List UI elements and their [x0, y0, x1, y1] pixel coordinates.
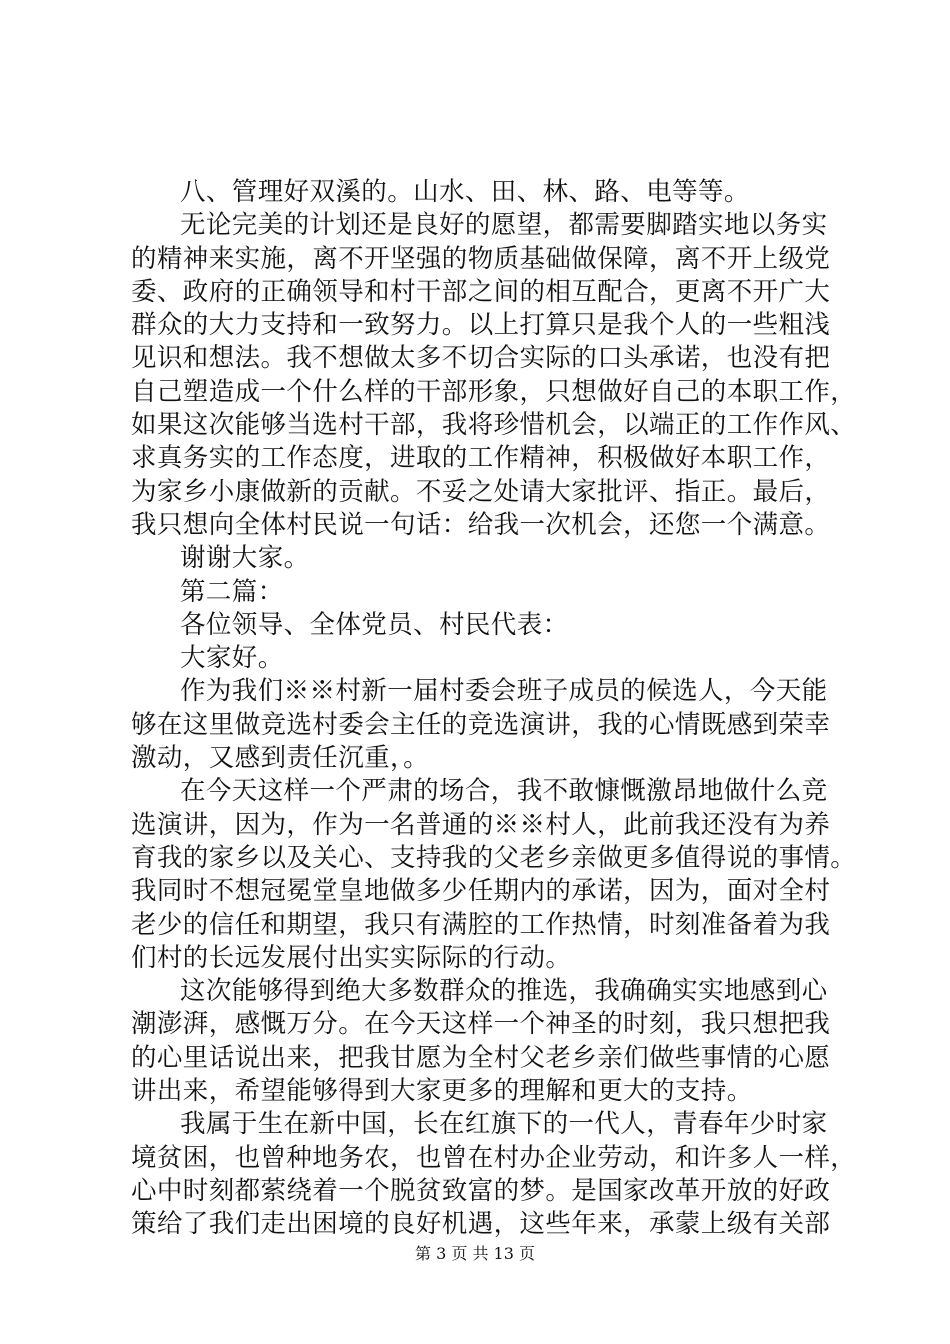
- text-line: 见识和想法。我不想做太多不切合实际的口头承诺，也没有把: [131, 343, 831, 374]
- text-line: 求真务实的工作态度，进取的工作精神，积极做好本职工作，: [131, 443, 831, 474]
- text-line: 作为我们※※村新一届村委会班子成员的候选人，今天能: [180, 676, 828, 707]
- text-line: 我同时不想冠冕堂皇地做多少任期内的承诺，因为，面对全村: [131, 876, 831, 907]
- text-line: 在今天这样一个严肃的场合，我不敢慷慨激昂地做什么竞: [180, 776, 828, 807]
- text-line: 够在这里做竞选村委会主任的竞选演讲，我的心情既感到荣幸: [131, 709, 831, 740]
- text-line: 们村的长远发展付出实实际际的行动。: [131, 942, 572, 973]
- text-line: 各位领导、全体党员、村民代表：: [180, 609, 569, 640]
- text-line: 这次能够得到绝大多数群众的推选，我确确实实地感到心: [180, 976, 828, 1007]
- text-line: 的精神来实施，离不开坚强的物质基础做保障，离不开上级党: [131, 243, 831, 274]
- text-line: 老少的信任和期望，我只有满腔的工作热情，时刻准备着为我: [131, 909, 831, 940]
- text-line: 为家乡小康做新的贡献。不妥之处请大家批评、指正。最后，: [131, 476, 831, 507]
- text-line: 谢谢大家。: [180, 543, 310, 574]
- text-line: 我只想向全体村民说一句话：给我一次机会，还您一个满意。: [131, 509, 831, 540]
- text-line: 策给了我们走出困境的良好机遇，这些年来，承蒙上级有关部: [131, 1209, 831, 1240]
- text-line: 八、管理好双溪的。山水、田、林、路、电等等。: [180, 177, 750, 207]
- text-line: 的心里话说出来，把我甘愿为全村父老乡亲们做些事情的心愿: [131, 1042, 831, 1073]
- text-line: 选演讲，因为，作为一名普通的※※村人，此前我还没有为养: [131, 809, 831, 840]
- text-line: 群众的大力支持和一致努力。以上打算只是我个人的一些粗浅: [131, 310, 831, 341]
- document-body: [131, 176, 857, 1242]
- text-line: 第二篇：: [180, 576, 284, 607]
- text-line: 讲出来，希望能够得到大家更多的理解和更大的支持。: [131, 1076, 753, 1107]
- text-line: 激动，又感到责任沉重，。: [131, 743, 430, 774]
- text-line: 我属于生在新中国，长在红旗下的一代人，青春年少时家: [180, 1109, 828, 1140]
- text-line: 委、政府的正确领导和村干部之间的相互配合，更离不开广大: [131, 276, 831, 307]
- text-line: 境贫困，也曾种地务农，也曾在村办企业劳动，和许多人一样，: [131, 1142, 857, 1173]
- text-line: 如果这次能够当选村干部，我将珍惜机会，以端正的工作作风、: [131, 410, 857, 441]
- text-line: 大家好。: [180, 643, 284, 674]
- text-line: 育我的家乡以及关心、支持我的父老乡亲做更多值得说的事情。: [131, 842, 857, 873]
- text-line: 无论完美的计划还是良好的愿望，都需要脚踏实地以务实: [180, 210, 828, 241]
- text-line: 潮澎湃，感慨万分。在今天这样一个神圣的时刻，我只想把我: [131, 1009, 831, 1040]
- text-line: 心中时刻都萦绕着一个脱贫致富的梦。是国家改革开放的好政: [131, 1175, 831, 1206]
- text-line: 自己塑造成一个什么样的干部形象，只想做好自己的本职工作，: [131, 376, 857, 407]
- page-footer: 第 3 页 共 13 页: [415, 1244, 535, 1263]
